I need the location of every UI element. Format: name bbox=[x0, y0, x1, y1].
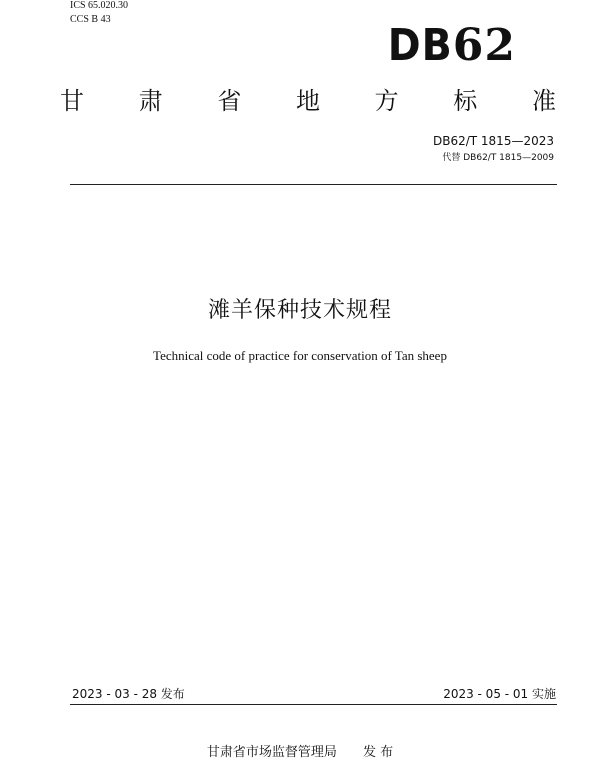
ics-code: ICS 65.020.30 bbox=[70, 0, 129, 11]
province-char: 标 bbox=[453, 87, 478, 115]
issuer-organization: 甘肃省市场监督管理局 bbox=[206, 745, 337, 760]
province-char: 肃 bbox=[138, 87, 163, 115]
province-standard-heading bbox=[58, 86, 558, 116]
province-char: 方 bbox=[374, 87, 399, 115]
issuer-line bbox=[0, 745, 600, 761]
db-logo-letters: DB bbox=[387, 20, 453, 71]
province-char: 地 bbox=[295, 87, 320, 115]
db-logo-number: 62 bbox=[452, 20, 516, 71]
implementation-date: 2023 - 05 - 01 实施 bbox=[443, 687, 556, 701]
bottom-divider bbox=[70, 704, 557, 705]
province-char: 甘 bbox=[60, 87, 84, 115]
standard-code: DB62/T 1815—2023 bbox=[432, 134, 554, 148]
province-char: 省 bbox=[217, 87, 242, 115]
document-title-chinese: 滩羊保种技术规程 bbox=[207, 298, 392, 323]
publish-date: 2023 - 03 - 28 发布 bbox=[72, 687, 185, 701]
province-char: 准 bbox=[531, 87, 556, 115]
top-divider bbox=[70, 184, 557, 185]
document-title-english: Technical code of practice for conservation of Tan sheep bbox=[153, 348, 447, 363]
ccs-code: CCS B 43 bbox=[70, 14, 111, 25]
db-logo bbox=[388, 22, 516, 70]
replaced-standard: 代替 DB62/T 1815—2009 bbox=[442, 153, 554, 163]
issuer-action: 发 布 bbox=[362, 745, 394, 760]
